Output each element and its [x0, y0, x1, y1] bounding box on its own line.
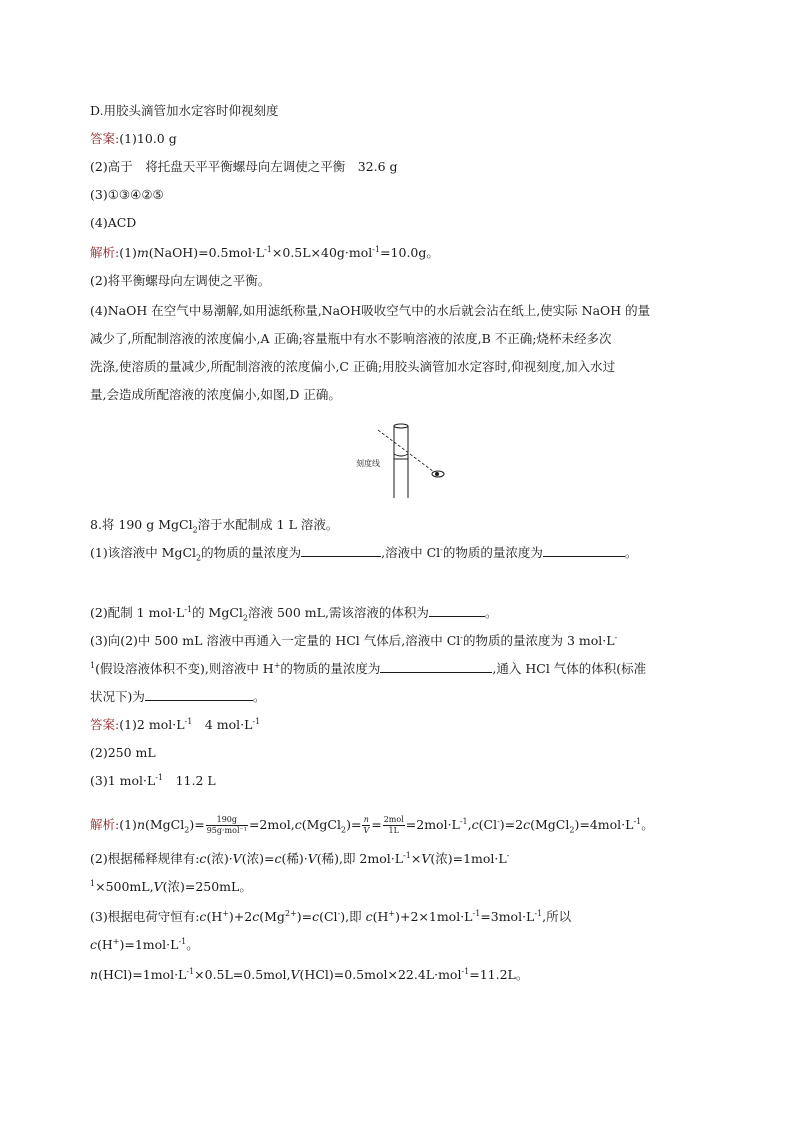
q8-p3-line2-sup: 1	[90, 660, 96, 670]
q8-e2-a: (2)根据稀释规律有:	[90, 851, 200, 866]
q8-e2-g: (浓)=1mol·L	[430, 851, 507, 866]
q8-explanation-2-line2	[90, 878, 252, 896]
q8-ans1-b: 4 mol·L	[192, 717, 253, 732]
q8-e3-sup3: -	[337, 908, 341, 918]
q8-p3-line2-a: (假设溶液体积不变),则溶液中 H	[95, 661, 274, 676]
q8-e4-sup2: -1	[461, 966, 470, 976]
q8-e2-v3: V	[421, 851, 431, 866]
q8-e2-c: (浓)=	[241, 851, 275, 866]
q8-e2-c1: c	[199, 851, 207, 866]
q8-e1-frac1-den: 95g·mol⁻¹	[206, 826, 247, 835]
q8-p3-line3-a: 状况下)为	[90, 689, 145, 704]
q8-e3-sup1: +	[222, 908, 229, 918]
q8-part1	[90, 544, 637, 562]
q8-e3-g: ),即	[340, 909, 366, 924]
q8-p1-sup: -	[440, 544, 443, 554]
q8-e1-frac1-num: 190g	[206, 815, 248, 826]
answer-line-2	[90, 158, 398, 176]
q8-e3-e: )=	[296, 909, 313, 924]
explanation-4-line-4	[90, 386, 341, 404]
q8-e3-sup5: -1	[472, 908, 481, 918]
exp4-line-2: 减少了,所配制溶液的浓度偏小,A 正确;容量瓶中有水不影响溶液的浓度,B 不正确;烧杯未经多次	[90, 331, 612, 346]
q8-e2-sup: -1	[403, 850, 411, 860]
q8-e4-d: =11.2L。	[469, 967, 529, 982]
q8-explanation-4	[90, 966, 528, 984]
q8-ans1-sup: -1	[184, 716, 193, 726]
q8-e1-fraction-3	[383, 815, 405, 836]
q8-p2-c: 溶液 500 mL,需该溶液的体积为	[248, 605, 429, 620]
q8-e3-b: (H	[206, 909, 223, 924]
q8-ans2: (2)250 mL	[90, 745, 156, 760]
q8-p2-sub: 2	[242, 613, 248, 623]
q8-e1-frac3-den: 1L	[388, 826, 399, 835]
q8-e2-b: (浓)·	[206, 851, 233, 866]
diagram-label: 刻度线	[356, 459, 380, 468]
q8-e3-i: )+2×1mol·L	[395, 909, 473, 924]
q8-part3-line3	[90, 688, 265, 706]
q8-e1-e: (MgCl	[301, 817, 341, 832]
explanation-line-2	[90, 272, 270, 290]
meniscus	[394, 454, 408, 456]
q8-answer-label: 答案:	[90, 717, 120, 732]
q8-e1-end: 。	[641, 817, 654, 832]
q8-e3-h: (H	[372, 909, 389, 924]
q8-e1-sup: -1	[459, 816, 468, 826]
q8-p1-b: 的物质的量浓度为	[201, 545, 302, 560]
explanation-label: 解析:	[90, 245, 120, 260]
q8-part3-line1	[90, 632, 617, 650]
q8-e2-line2-v: V	[153, 879, 163, 894]
q8-e1-frac2-den: V	[363, 826, 370, 835]
q8-e3-line2-sup2: -1	[178, 936, 187, 946]
q8-e1-j: (Cl	[478, 817, 498, 832]
q8-e3-c2: c	[252, 909, 260, 924]
q8-e1-cvar3: c	[523, 817, 531, 832]
q8-e3-line2-c: c	[90, 937, 98, 952]
q8-e1-f: )=	[346, 817, 362, 832]
q8-e3-c3: c	[312, 909, 320, 924]
q8-p3-line2-sup3: +	[273, 660, 281, 670]
q8-e4-a: (HCl)=1mol·L	[98, 967, 187, 982]
q8-e4-n: n	[90, 967, 99, 982]
q8-e1-sup2: -	[497, 816, 500, 826]
q8-explanation-3-line1	[90, 908, 571, 926]
exp1-m: m	[136, 245, 149, 260]
q8-e3-a: (3)根据电荷守恒有:	[90, 909, 200, 924]
answer-2: (2)高于 将托盘天平平衡螺母向左调使之平衡 32.6 g	[90, 159, 398, 174]
q8-p1-end: 。	[624, 545, 638, 560]
exp4-line-4: 量,会造成所配溶液的浓度偏小,如图,D 正确。	[90, 387, 341, 402]
q8-p1-blank-2[interactable]	[543, 544, 625, 557]
q8-p2-sup: -1	[184, 604, 193, 614]
q8-e2-v2: V	[307, 851, 317, 866]
q8-e1-l: (MgCl	[530, 817, 570, 832]
exp1-sup1: -1	[264, 244, 272, 254]
q8-ans1-sup2: -1	[252, 716, 261, 726]
q8-e4-v: V	[290, 967, 300, 982]
q8-e1-h: =2mol·L	[405, 817, 460, 832]
q8-e3-line2-b: )=1mol·L	[119, 937, 179, 952]
exp1-mid: ×0.5L×40g·mol	[271, 245, 373, 260]
answer-line-3	[90, 186, 164, 204]
q8-e1-cvar: c	[294, 817, 302, 832]
exp1-rest: (NaOH)=0.5mol·L	[148, 245, 265, 260]
q8-p2-b: 的 MgCl	[192, 605, 243, 620]
explanation-4-line-3	[90, 358, 615, 376]
q8-e1-frac2-num: n	[363, 815, 369, 824]
q8-e3-k: ,所以	[542, 909, 572, 924]
q8-e1-i: ,	[467, 817, 472, 832]
answer-label: 答案:	[90, 131, 120, 146]
q8-e3-line2-a: (H	[97, 937, 113, 952]
q8-e1-sub: 2	[184, 825, 190, 835]
q8-stem-post: 溶于水配制成 1 L 溶液。	[197, 517, 339, 532]
q8-ans3-b: 11.2 L	[163, 773, 216, 788]
q8-part2	[90, 604, 497, 622]
exp1-sup2: -1	[372, 244, 381, 254]
q8-e3-sup6: -1	[534, 908, 543, 918]
q8-e1-d: =2mol,	[248, 817, 295, 832]
q8-p3-line2-c: ,通入 HCl 气体的体积(标准	[492, 661, 647, 676]
answer-4: (4)ACD	[90, 215, 137, 230]
q8-p1-a: (1)该溶液中 MgCl	[90, 545, 197, 560]
explanation-4-line-2	[90, 330, 612, 348]
q8-e2-e: (稀),即 2mol·L	[316, 851, 404, 866]
q8-p3-b: 的物质的量浓度为 3 mol·L	[462, 633, 615, 648]
q8-stem-sub: 2	[192, 525, 198, 535]
q8-answer-1	[90, 716, 260, 734]
q8-ans3: (3)1 mol·L	[90, 773, 156, 788]
exp1-pre: (1)	[119, 245, 137, 260]
exp4-line-3: 洗涤,使溶质的量减少,所配制溶液的浓度偏小,C 正确;用胶头滴管加水定容时,仰视刻度,加入水过	[90, 359, 616, 374]
q8-e3-f: (Cl	[319, 909, 338, 924]
q8-e4-c: (HCl)=0.5mol×22.4L·mol	[299, 967, 462, 982]
q8-e3-line2-sup: +	[112, 936, 120, 946]
q8-e2-line2-b: (浓)=250mL。	[162, 879, 252, 894]
sight-line	[378, 430, 434, 472]
q8-stem	[90, 516, 338, 534]
q8-e3-j: =3mol·L	[480, 909, 535, 924]
q8-e1-c: )=	[189, 817, 205, 832]
answer-line-4	[90, 214, 136, 232]
exp1-end: =10.0g。	[380, 245, 439, 260]
q8-e3-sup4: +	[388, 908, 396, 918]
q8-e2-v1: V	[232, 851, 242, 866]
answer-3: (3)①③④②⑤	[90, 187, 164, 202]
q8-p2-end: 。	[484, 605, 498, 620]
q8-e3-sup2: 2+	[284, 908, 297, 918]
q8-e1-sub2: 2	[340, 825, 347, 835]
q8-e2-line2-a: ×500mL,	[95, 879, 154, 894]
q8-e1-a: (1)	[119, 817, 137, 832]
q8-e2-line2-sup: 1	[90, 878, 96, 888]
q8-e1-cvar2: c	[471, 817, 479, 832]
q8-e4-b: ×0.5L=0.5mol,	[194, 967, 291, 982]
q8-e1-sup3: -1	[633, 816, 642, 826]
q8-p3-line2-b: 的物质的量浓度为	[280, 661, 381, 676]
q8-explanation-2-line1	[90, 850, 509, 868]
q8-p2-blank[interactable]	[429, 604, 485, 617]
q8-p1-c: ,溶液中 Cl	[381, 545, 441, 560]
q8-stem-pre: 8.将 190 g MgCl	[90, 517, 193, 532]
q8-e2-sup2: -	[506, 850, 510, 860]
q8-e3-line2-end: 。	[186, 937, 199, 952]
q8-p3-blank-1[interactable]	[380, 660, 492, 673]
option-d	[90, 102, 279, 120]
q8-p1-d: 的物质的量浓度为	[442, 545, 543, 560]
q8-e1-sub3: 2	[569, 825, 575, 835]
q8-part3-line2	[90, 660, 646, 678]
q8-e3-c: )+2	[228, 909, 253, 924]
explanation-line-1	[90, 244, 439, 262]
exp4-line-1: (4)NaOH 在空气中易潮解,如用滤纸称量,NaOH吸收空气中的水后就会沾在纸上,使实际 NaOH 的量	[90, 303, 651, 318]
q8-e3-d: (Mg	[259, 909, 285, 924]
q8-explanation-label: 解析:	[90, 817, 120, 832]
q8-ans1: (1)2 mol·L	[119, 717, 185, 732]
q8-e1-b: (MgCl	[145, 817, 185, 832]
q8-e2-d: (稀)·	[281, 851, 308, 866]
q8-e1-fraction-2	[362, 815, 370, 836]
q8-e1-fraction-1	[206, 815, 248, 836]
q8-answer-2	[90, 744, 156, 762]
q8-p3-sup2: -	[614, 632, 618, 642]
q8-e1-g: =	[371, 817, 382, 832]
answer-1: (1)10.0 g	[119, 131, 177, 146]
answer-line-1	[90, 130, 177, 148]
q8-e1-frac3-num: 2mol	[383, 815, 404, 824]
q8-e1-m: )=4mol·L	[574, 817, 634, 832]
q8-p3-sup1: -	[460, 632, 463, 642]
q8-ans3-sup: -1	[155, 772, 164, 782]
q8-explanation-1	[90, 812, 654, 838]
option-d-text: D.用胶头滴管加水定容时仰视刻度	[90, 103, 279, 118]
q8-e2-c2: c	[274, 851, 282, 866]
q8-explanation-3-line2	[90, 936, 199, 954]
q8-p2-a: (2)配制 1 mol·L	[90, 605, 185, 620]
q8-p3-line3-end: 。	[252, 689, 266, 704]
q8-e1-n: n	[136, 817, 145, 832]
tube-top-rim	[394, 424, 408, 428]
q8-e3-c4: c	[365, 909, 373, 924]
q8-p3-a: (3)向(2)中 500 mL 溶液中再通入一定量的 HCl 气体后,溶液中 Cl	[90, 633, 461, 648]
exp2-text: (2)将平衡螺母向左调使之平衡。	[90, 273, 271, 288]
q8-p1-sub: 2	[196, 553, 202, 563]
explanation-4-line-1	[90, 302, 650, 320]
q8-e1-k: )=2	[499, 817, 524, 832]
volumetric-flask-diagram	[350, 418, 460, 503]
eye-icon	[432, 471, 444, 477]
q8-e3-c1: c	[199, 909, 207, 924]
q8-p1-blank-1[interactable]	[301, 544, 381, 557]
q8-p3-blank-2[interactable]	[145, 688, 253, 701]
q8-answer-3	[90, 772, 216, 790]
q8-e4-sup: -1	[186, 966, 195, 976]
q8-e2-f: ×	[410, 851, 422, 866]
